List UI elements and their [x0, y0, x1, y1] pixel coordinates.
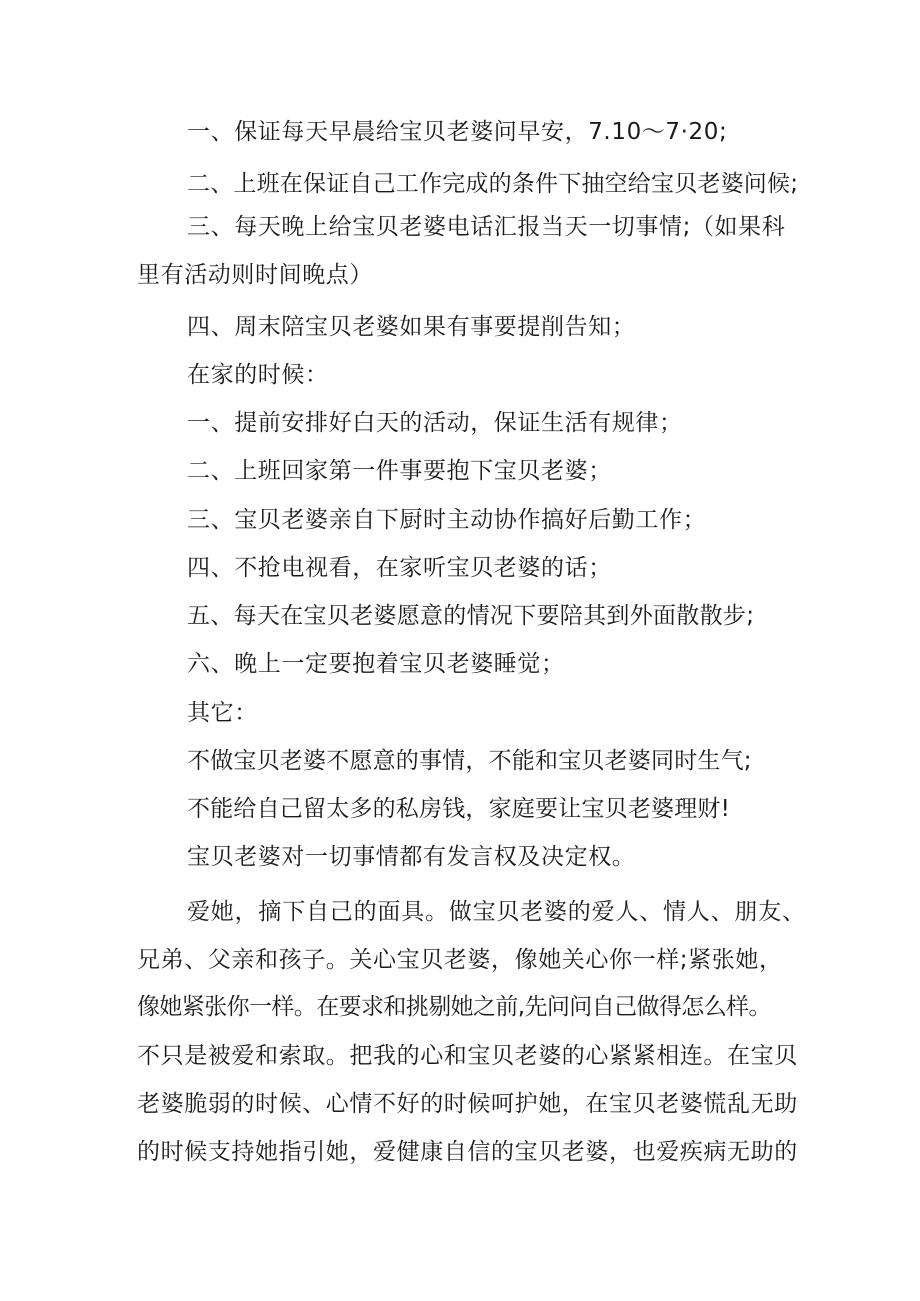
other-rule-no-anger: 不做宝贝老婆不愿意的事情，不能和宝贝老婆同时生气; [187, 748, 752, 774]
paragraph-line: 兄弟、父亲和孩子。关心宝贝老婆，像她关心你一样;紧张她， [137, 947, 783, 973]
section-heading-other: 其它： [187, 700, 258, 726]
paragraph-line: 像她紧张你一样。在要求和挑剔她之前,先问问自己做得怎么样。 [137, 994, 771, 1020]
home-rule-hug-after-work: 二、上班回家第一件事要抱下宝贝老婆； [187, 458, 612, 484]
rule-greeting-morning: 一、保证每天早晨给宝贝老婆问早安，7.10～7·20; [187, 119, 728, 145]
other-rule-decisions: 宝贝老婆对一切事情都有发言权及决定权。 [187, 844, 636, 870]
rule-work-greeting: 二、上班在保证自己工作完成的条件下抽空给宝贝老婆问候; [187, 171, 799, 197]
other-rule-finances: 不能给自己留太多的私房钱，家庭要让宝贝老婆理财! [187, 796, 731, 822]
paragraph-line: 不只是被爱和索取。把我的心和宝贝老婆的心紧紧相连。在宝贝 [137, 1043, 798, 1069]
paragraph-line: 爱她，摘下自己的面具。做宝贝老婆的爱人、情人、朋友、 [187, 899, 806, 925]
home-rule-walk: 五、每天在宝贝老婆愿意的情况下要陪其到外面散散步; [187, 603, 755, 629]
paragraph-line: 的时候支持她指引她，爱健康自信的宝贝老婆，也爱疾病无助的 [137, 1139, 798, 1165]
section-heading-at-home: 在家的时候： [187, 362, 329, 388]
home-rule-plan-day: 一、提前安排好白天的活动，保证生活有规律； [187, 410, 683, 436]
home-rule-help-cooking: 三、宝贝老婆亲自下厨时主动协作搞好后勤工作； [187, 507, 707, 533]
rule-evening-call-continued: 里有活动则时间晚点） [137, 262, 373, 288]
rule-weekend: 四、周末陪宝贝老婆如果有事要提削告知； [187, 314, 636, 340]
rule-evening-call: 三、每天晚上给宝贝老婆电话汇报当天一切事情;（如果科 [187, 214, 786, 240]
home-rule-sleep: 六、晚上一定要抱着宝贝老婆睡觉； [187, 651, 565, 677]
home-rule-tv: 四、不抢电视看，在家听宝贝老婆的话； [187, 555, 612, 581]
paragraph-line: 老婆脆弱的时候、心情不好的时候呵护她，在宝贝老婆慌乱无助 [137, 1091, 798, 1117]
